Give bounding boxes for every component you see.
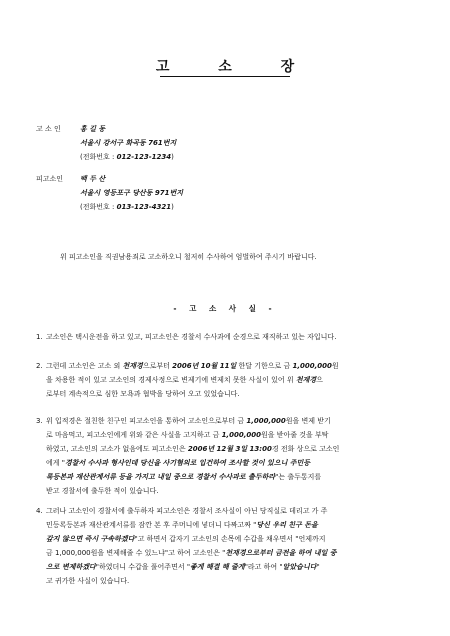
fact-line: [46, 470, 426, 484]
fact-text-segment: 고소인은 택시운전을 하고 있고, 피고소인은 경찰서 수사과에 순경으로 재직하고 있는 자입니다.: [46, 333, 337, 341]
fact-text-segment: 그러나 고소인이 경찰서에 출두하자 피고소인은 경찰서 조사실이 아닌 당직실로 데리고 가 주: [46, 507, 328, 515]
fact-line: [46, 504, 426, 518]
accused-name: 백 두 산: [80, 175, 106, 183]
fact-text-segment: 에게 ": [46, 459, 65, 467]
handwritten-text: 좋게 해결 해 줄게: [190, 563, 245, 571]
fact-line: [46, 373, 426, 387]
fact-text-segment: "고 하면서 갑자기 고소인의 손목에 수갑을 채우면서 "언제까지: [134, 535, 326, 543]
handwritten-text: 천재경: [122, 362, 143, 370]
fact-number: 4.: [36, 507, 43, 515]
fact-text: [46, 414, 426, 498]
fact-number: 3.: [36, 417, 43, 425]
fact-line: [46, 546, 426, 560]
handwritten-text: 으로 변제하겠다: [46, 563, 96, 571]
fact-number: 1.: [36, 333, 43, 341]
handwritten-text: 록등본과 재산관계서류 등을 가지고 내일 중으로 경찰서 수사과로 출두하라: [46, 473, 276, 481]
complainant-phone-number: 012-123-1234: [116, 153, 172, 161]
handwritten-text: 1,000,000: [221, 431, 261, 439]
handwritten-text: 알았습니다: [282, 563, 317, 571]
fact-line: [46, 484, 426, 498]
fact-text-segment: 을 차용한 적이 있고 고소인의 경제사정으로 변제기에 변제치 못한 사실이 있어 위: [46, 376, 296, 384]
handwritten-text: 당신 우리 친구 돈을: [256, 521, 318, 529]
document-title: 고 소 장: [155, 59, 317, 75]
handwritten-text: 2006년 12월 3일 13:00: [187, 445, 272, 453]
fact-line: [46, 442, 426, 456]
fact-line: [46, 574, 426, 588]
fact-text-segment: 금 1,000,000원을 변제해줄 수 있느냐"고 하여 고소인은 ": [46, 549, 226, 557]
handwritten-text: 경찰서 수사과 형사인데 당신을 사기혐의로 입건하여 조사할 것이 있으니 주민등: [64, 459, 311, 467]
fact-text-segment: 원: [331, 362, 339, 370]
fact-text-segment: 원을 변제 받기: [285, 417, 331, 425]
fact-text-segment: "라고 하여 ": [244, 563, 283, 571]
title-underline: [160, 76, 290, 77]
fact-text-segment: 으: [316, 376, 323, 384]
fact-text: [46, 504, 426, 588]
fact-number: 2.: [36, 362, 43, 370]
complainant-address: 서울시 강서구 화곡동 761번지: [80, 139, 177, 147]
fact-text-segment: 로 마음먹고, 피고소인에게 위와 같은 사실을 고지하고 금: [46, 431, 222, 439]
handwritten-text: 천재경: [295, 376, 317, 384]
fact-line: [46, 330, 426, 344]
accused-role: 피고소인: [36, 175, 64, 183]
fact-text-segment: 민등록등본과 재산관계서류를 잠깐 본 후 주머니에 넣더니 다짜고짜 ": [46, 521, 257, 529]
complaint-purpose: 위 피고소인을 직권남용죄로 고소하오니 철저히 수사하여 엄벌하여 주시기 바랍니다.: [60, 253, 317, 261]
fact-line: [46, 456, 426, 470]
accused-address: 서울시 영등포구 당산동 971번지: [80, 189, 184, 197]
fact-text-segment: "는 출두통지를: [275, 473, 322, 481]
facts-heading: - 고 소 사 실 -: [173, 304, 277, 313]
complainant-role: 고 소 인: [36, 125, 61, 133]
fact-text-segment: 위 입적경은 절친한 친구인 피고소인을 통하여 고소인으로부터 금: [46, 417, 247, 425]
fact-text-segment: 로부터 계속적으로 심한 모욕과 협박을 당하여 오고 있었습니다.: [46, 390, 240, 398]
accused-phone-number: 013-123-4321: [116, 203, 172, 211]
fact-text-segment: 원을 받아줄 것을 부탁: [260, 431, 329, 439]
fact-line: [46, 532, 426, 546]
complainant-phone: (전화번호 : 012-123-1234): [80, 153, 174, 161]
fact-text-segment: 경 전화 상으로 고소인: [271, 445, 340, 453]
fact-text: [46, 330, 426, 344]
fact-line: [46, 387, 426, 401]
handwritten-text: 1,000,000: [246, 417, 286, 425]
complainant-name: 홍 길 동: [80, 125, 106, 133]
fact-text-segment: "하였더니 수갑을 풀어주면서 ": [95, 563, 191, 571]
handwritten-text: 1,000,000: [292, 362, 332, 370]
fact-text-segment: 그런데 고소인은 고소 외: [46, 362, 123, 370]
handwritten-text: 2006년 10월 11일: [172, 362, 237, 370]
fact-text: [46, 359, 426, 401]
fact-text-segment: 하였고, 고소인의 고소가 없음에도 피고소인은: [46, 445, 188, 453]
handwritten-text: 천재경으로부터 금전을 하여 내일 중: [225, 549, 337, 557]
fact-line: [46, 359, 426, 373]
fact-text-segment: ": [316, 563, 320, 571]
handwritten-text: 갚지 않으면 즉시 구속하겠다: [46, 535, 135, 543]
fact-line: [46, 560, 426, 574]
fact-line: [46, 518, 426, 532]
fact-text-segment: 으로부터: [142, 362, 173, 370]
accused-phone: (전화번호 : 013-123-4321): [80, 203, 174, 211]
fact-text-segment: 한달 기한으로 금: [236, 362, 293, 370]
fact-line: [46, 428, 426, 442]
fact-text-segment: 고 귀가한 사실이 있습니다.: [46, 577, 130, 585]
fact-line: [46, 414, 426, 428]
fact-text-segment: 받고 경찰서에 출두한 적이 있습니다.: [46, 487, 159, 495]
